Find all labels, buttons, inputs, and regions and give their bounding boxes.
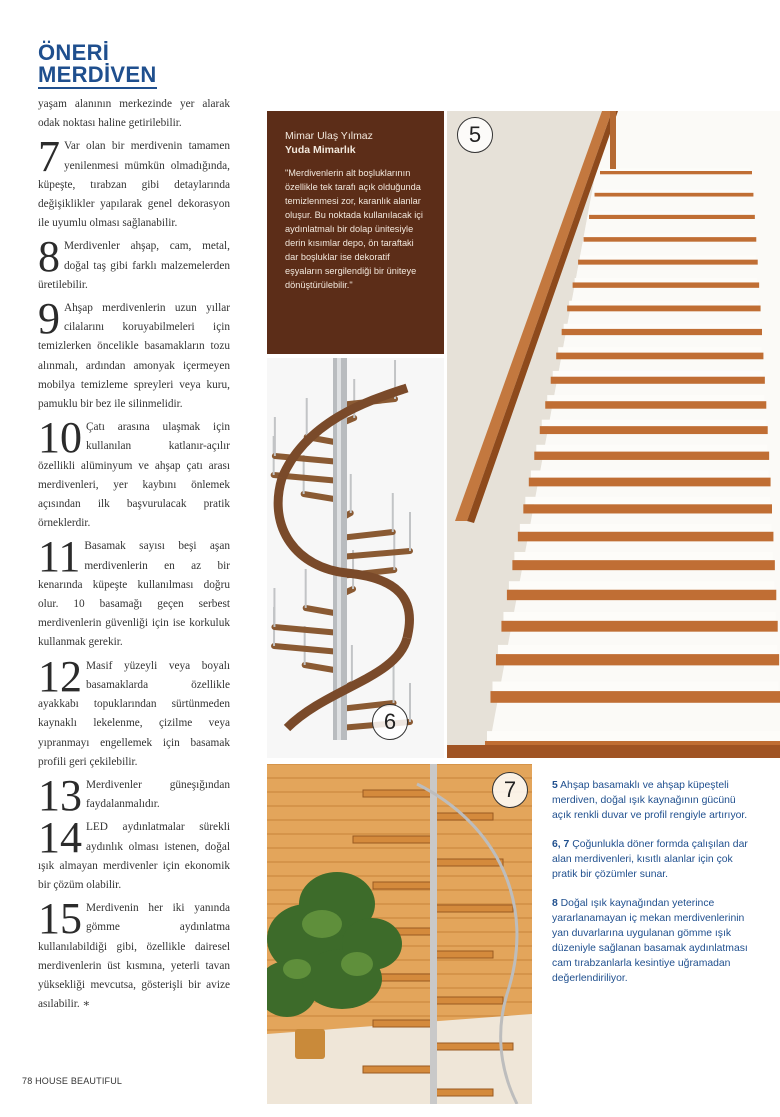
list-item bbox=[38, 894, 230, 1014]
item-text: Masif yüzeyli veya boyalı basamaklarda özellikle ayakkabı topuklarından sürtünmeden kaynaklı lekelenme, çizilme veya yıpranmayı engellemek için basamak profili geri çekilebilir. bbox=[38, 659, 230, 768]
item-text: Merdivenler güneşığından faydalanmalıdır. bbox=[86, 778, 230, 811]
stair-riser bbox=[597, 190, 752, 193]
straight-staircase-illustration bbox=[447, 111, 780, 758]
stair-tread bbox=[589, 215, 755, 219]
stair-riser bbox=[498, 645, 777, 654]
spiral-step bbox=[373, 1020, 433, 1027]
list-item bbox=[38, 770, 230, 820]
stair-riser bbox=[520, 524, 772, 532]
spiral-step bbox=[433, 1089, 493, 1096]
caption-label: 8 bbox=[552, 898, 558, 909]
stair-tread bbox=[567, 306, 760, 312]
stair-tread bbox=[529, 478, 771, 487]
stair-tread bbox=[496, 654, 779, 665]
stair-tread bbox=[595, 193, 754, 197]
stair-tread bbox=[578, 260, 758, 265]
item-text: Merdivenin her iki yanında gömme aydınlatma kullanılabildiği gibi, özellikle dairesel merdivenlerin üst kısmına, yeterli tavan yüksekliği mevcutsa, gösterişli bir avize asılabilir. ∗ bbox=[38, 902, 230, 1011]
caption-item bbox=[552, 837, 752, 882]
list-item bbox=[38, 132, 230, 233]
quote-text: "Merdivenlerin alt boşluklarının özellikle tek tarafı açık olduğunda temizlenmesi zor, karanlık alanlar oluşur. Bu noktada kullanılacak içi aydınlatmalı bir dolap ünitesiyle derin kısımlar depo, ön taraftaki dar boşluklar ise dekoratif eşyaların sergilendiği bir üniteye dönüştürülebilir." bbox=[285, 168, 423, 290]
stair-riser bbox=[536, 445, 767, 452]
list-item bbox=[38, 294, 230, 414]
list-item bbox=[38, 532, 230, 652]
list-item bbox=[38, 413, 230, 533]
item-text: Çatı arasına ulaşmak için kullanılan katlanır-açılır özellikli alüminyum ve ahşap çatı arası merdivenleri, yer kaybını önlemek açısından ilk başvurulacak pratik örneklerdir. bbox=[38, 421, 230, 530]
stair-riser bbox=[503, 612, 775, 621]
spiral-step bbox=[353, 836, 433, 843]
photo-number-badge: 7 bbox=[492, 772, 528, 808]
spiral-step bbox=[433, 905, 513, 912]
stair-tread bbox=[518, 532, 774, 542]
caption-label: 6, 7 bbox=[552, 839, 570, 850]
stair-riser bbox=[586, 233, 755, 237]
item-number: 10 bbox=[38, 413, 82, 463]
photo-number-badge: 6 bbox=[372, 704, 408, 740]
quote-author: Mimar Ulaş Yılmaz bbox=[285, 130, 373, 142]
stair-riser bbox=[492, 682, 778, 692]
photo-number-badge: 5 bbox=[457, 117, 493, 153]
spiral-step bbox=[433, 859, 503, 866]
spiral-step bbox=[433, 951, 493, 958]
caption-text: Doğal ışık kaynağından yeterince yararlanamayan iç mekan merdivenlerinin yan duvarlarına uygulanan gömme ışık düzeniyle sağlanan basamak aydınlatması cam tırabzanlarla kesintiye uğramadan değerlendiriliyor. bbox=[552, 898, 748, 984]
architect-quote-box bbox=[267, 111, 444, 354]
item-text: Merdivenler ahşap, cam, metal, doğal taş gibi farklı malzemelerden üretilebilir. bbox=[38, 240, 230, 291]
item-number: 9 bbox=[38, 294, 60, 344]
stair-riser bbox=[487, 731, 780, 741]
photo-captions bbox=[552, 778, 752, 1000]
stair-tread bbox=[523, 504, 772, 513]
list-item bbox=[38, 813, 230, 895]
caption-text: Ahşap basamaklı ve ahşap küpeşteli merdiven, doğal ışık kaynağının gücünü açık renkli duvar ve profil rengiyle artırıyor. bbox=[552, 780, 748, 821]
item-number: 14 bbox=[38, 813, 82, 863]
stair-riser bbox=[591, 211, 753, 214]
stair-riser bbox=[514, 552, 772, 560]
list-item bbox=[38, 651, 230, 772]
section-title-line1: ÖNERİ bbox=[38, 40, 110, 65]
quote-firm: Yuda Mimarlık bbox=[285, 144, 356, 156]
stair-tread bbox=[512, 560, 774, 570]
item-number: 8 bbox=[38, 232, 60, 282]
item-number: 7 bbox=[38, 132, 60, 182]
stair-tread bbox=[501, 621, 777, 632]
stair-tread bbox=[584, 237, 757, 242]
photo-straight-staircase bbox=[447, 111, 780, 758]
spiral-step bbox=[373, 882, 433, 889]
stair-riser bbox=[509, 581, 774, 590]
photo-spiral-staircase bbox=[267, 358, 444, 758]
item-text: Ahşap merdivenlerin uzun yıllar cilalarını koruyabilmeleri için temizlerken öncelikle basamakların tozu alınmalı, ardından amonyak içermeyen mobilya temizleme spreyleri veya kuru, pamuklu bir bez ile silinmelidir. bbox=[38, 302, 230, 411]
stair-riser bbox=[553, 371, 763, 377]
stair-tread bbox=[562, 329, 762, 335]
item-number: 11 bbox=[38, 532, 81, 582]
stair-riser bbox=[558, 347, 761, 352]
spiral-step bbox=[363, 1066, 433, 1073]
list-item bbox=[38, 232, 230, 295]
stair-riser bbox=[531, 470, 769, 477]
item-text: Var olan bir merdivenin tamamen yenilenmesi mümkün olmadığında, küpeşte, tırabzan gibi detaylarında değişiklikler yapılarak genel dekorasyon ile uyumlu olması sağlanabilir. bbox=[38, 140, 230, 230]
spiral-step bbox=[433, 997, 503, 1004]
spiral-step bbox=[363, 790, 433, 797]
item-text: LED aydınlatmalar sürekli aydınlık olması istenen, doğal ışık almayan merdivenler için ekonomik bir çözüm olabilir. bbox=[38, 821, 230, 891]
item-number: 12 bbox=[38, 651, 82, 701]
caption-item bbox=[552, 778, 752, 823]
stair-tread bbox=[490, 691, 780, 703]
stair-tread bbox=[545, 401, 766, 408]
intro-paragraph: yaşam alanının merkezinde yer alarak odak noktası haline getirilebilir. bbox=[38, 98, 230, 130]
stair-tread bbox=[507, 590, 776, 600]
item-number: 15 bbox=[38, 894, 82, 944]
caption-text: Çoğunlukla döner formda çalışılan dar alan merdivenleri, kısıtlı alanlar için çok pratik bir çözümler sunar. bbox=[552, 839, 748, 880]
article-column bbox=[38, 95, 230, 1014]
spiral-staircase-illustration bbox=[267, 358, 444, 758]
photo-wooden-room-staircase bbox=[267, 764, 532, 1104]
stair-riser bbox=[564, 324, 760, 329]
item-text: Basamak sayısı beşi aşan merdivenlerin en az bir kenarında küpeşte kullanılması doğru olur. 10 basamağı geçen serbest merdivenlerin güvenliği için ise korkuluk kullanmak gerekir. bbox=[38, 540, 230, 649]
stair-riser bbox=[547, 395, 764, 401]
stair-riser bbox=[542, 420, 766, 426]
stair-riser bbox=[580, 256, 756, 260]
item-number: 13 bbox=[38, 770, 82, 820]
section-title bbox=[38, 42, 157, 89]
caption-item bbox=[552, 896, 752, 986]
stair-riser bbox=[602, 168, 750, 171]
stair-tread bbox=[600, 171, 752, 174]
stair-tread bbox=[540, 426, 768, 434]
stair-riser bbox=[569, 301, 758, 306]
wooden-room-illustration bbox=[267, 764, 532, 1104]
page-footer: 78 HOUSE BEAUTIFUL bbox=[22, 1076, 123, 1086]
section-title-line2: MERDİVEN bbox=[38, 62, 157, 87]
stair-tread bbox=[551, 377, 765, 384]
stair-riser bbox=[525, 497, 770, 505]
stair-tread bbox=[534, 452, 769, 460]
stair-riser bbox=[575, 278, 758, 282]
stair-tread bbox=[556, 353, 763, 360]
stair-tread bbox=[573, 282, 760, 287]
caption-label: 5 bbox=[552, 780, 558, 791]
